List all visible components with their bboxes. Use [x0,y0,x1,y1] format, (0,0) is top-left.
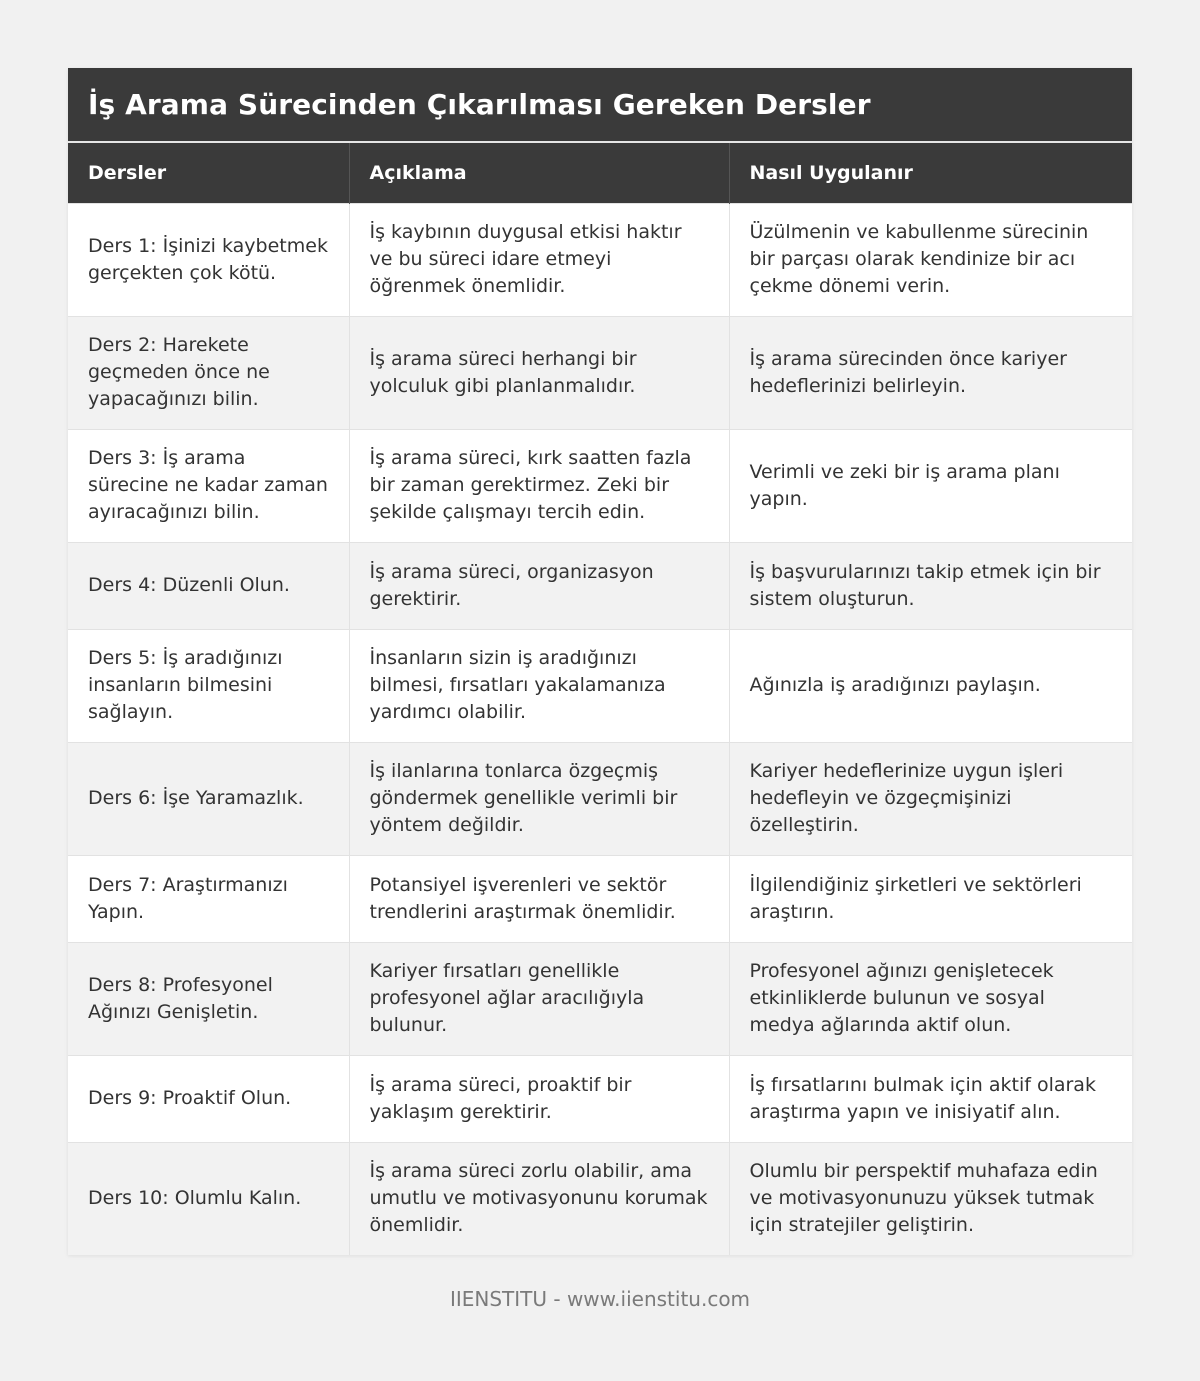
description-cell: İş arama süreci, kırk saatten fazla bir zaman gerektirmez. Zeki bir şekilde çalışmayı tercih edin. [349,429,729,542]
lesson-cell: Ders 6: İşe Yaramazlık. [68,742,349,855]
table-row [68,203,1132,316]
description-cell: İş arama süreci, organizasyon gerektirir. [349,542,729,629]
lesson-cell: Ders 1: İşinizi kaybetmek gerçekten çok kötü. [68,203,349,316]
table-header-row [68,143,1132,203]
how-to-apply-cell: İş fırsatlarını bulmak için aktif olarak araştırma yapın ve inisiyatif alın. [729,1055,1132,1142]
lesson-cell: Ders 3: İş arama sürecine ne kadar zaman ayıracağınızı bilin. [68,429,349,542]
table-row [68,316,1132,429]
lesson-cell: Ders 9: Proaktif Olun. [68,1055,349,1142]
lessons-table-card [68,68,1132,1255]
how-to-apply-cell: Ağınızla iş aradığınızı paylaşın. [729,629,1132,742]
lesson-cell: Ders 2: Harekete geçmeden önce ne yapacağınızı bilin. [68,316,349,429]
table-row [68,1142,1132,1255]
page-title: İş Arama Sürecinden Çıkarılması Gereken Dersler [88,88,871,121]
how-to-apply-cell: İş arama sürecinden önce kariyer hedeflerinizi belirleyin. [729,316,1132,429]
how-to-apply-cell: Kariyer hedeflerinize uygun işleri hedefleyin ve özgeçmişinizi özelleştirin. [729,742,1132,855]
description-cell: İş ilanlarına tonlarca özgeçmiş göndermek genellikle verimli bir yöntem değildir. [349,742,729,855]
footer-credit: IIENSTITU - www.iienstitu.com [449,1287,751,1311]
description-cell: Kariyer fırsatları genellikle profesyonel ağlar aracılığıyla bulunur. [349,942,729,1055]
lesson-cell: Ders 8: Profesyonel Ağınızı Genişletin. [68,942,349,1055]
description-cell: İnsanların sizin iş aradığınızı bilmesi, fırsatları yakalamanıza yardımcı olabilir. [349,629,729,742]
description-cell: İş arama süreci, proaktif bir yaklaşım gerektirir. [349,1055,729,1142]
table-row [68,629,1132,742]
description-cell: İş kaybının duygusal etkisi haktır ve bu süreci idare etmeyi öğrenmek önemlidir. [349,203,729,316]
column-header-lessons: Dersler [68,143,349,203]
how-to-apply-cell: İlgilendiğiniz şirketleri ve sektörleri araştırın. [729,855,1132,942]
table-row [68,942,1132,1055]
how-to-apply-cell: Verimli ve zeki bir iş arama planı yapın. [729,429,1132,542]
how-to-apply-cell: Profesyonel ağınızı genişletecek etkinliklerde bulunun ve sosyal medya ağlarında aktif olun. [729,942,1132,1055]
lesson-cell: Ders 5: İş aradığınızı insanların bilmesini sağlayın. [68,629,349,742]
how-to-apply-cell: Olumlu bir perspektif muhafaza edin ve motivasyonunuzu yüksek tutmak için stratejiler geliştirin. [729,1142,1132,1255]
table-row [68,542,1132,629]
lesson-cell: Ders 10: Olumlu Kalın. [68,1142,349,1255]
table-row [68,855,1132,942]
title-bar [68,68,1132,143]
lesson-cell: Ders 7: Araştırmanızı Yapın. [68,855,349,942]
description-cell: İş arama süreci zorlu olabilir, ama umutlu ve motivasyonunu korumak önemlidir. [349,1142,729,1255]
description-cell: Potansiyel işverenleri ve sektör trendlerini araştırmak önemlidir. [349,855,729,942]
description-cell: İş arama süreci herhangi bir yolculuk gibi planlanmalıdır. [349,316,729,429]
how-to-apply-cell: Üzülmenin ve kabullenme sürecinin bir parçası olarak kendinize bir acı çekme dönemi verin. [729,203,1132,316]
column-header-how-to-apply: Nasıl Uygulanır [729,143,1132,203]
how-to-apply-cell: İş başvurularınızı takip etmek için bir sistem oluşturun. [729,542,1132,629]
table-row [68,742,1132,855]
lesson-cell: Ders 4: Düzenli Olun. [68,542,349,629]
table-row [68,1055,1132,1142]
table-row [68,429,1132,542]
column-header-description: Açıklama [349,143,729,203]
lessons-table [68,143,1132,1255]
